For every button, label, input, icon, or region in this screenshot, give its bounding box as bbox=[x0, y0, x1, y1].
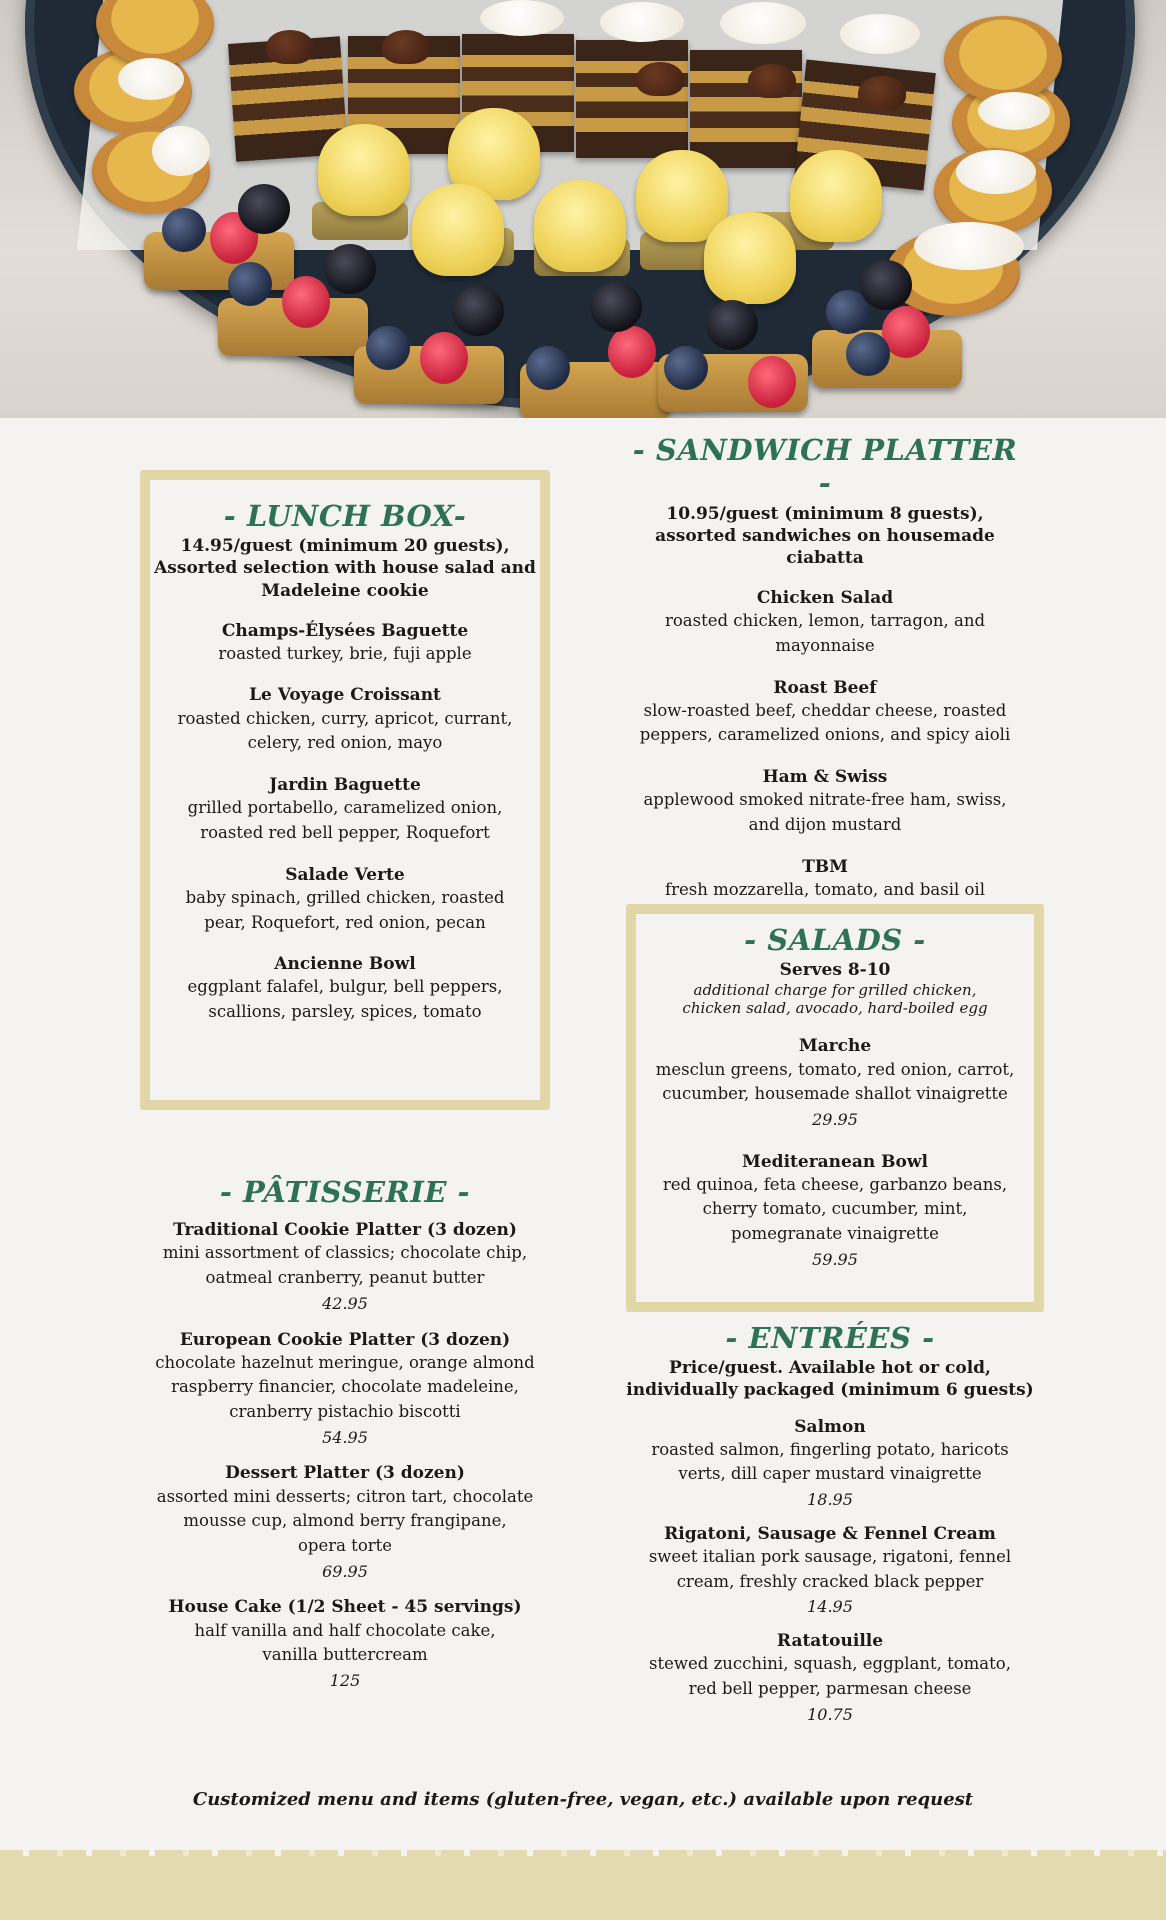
item-name: Marche bbox=[798, 1036, 872, 1057]
menu-item bbox=[625, 1416, 1035, 1513]
blueberry bbox=[526, 346, 570, 390]
item-price: 10.75 bbox=[807, 1704, 853, 1724]
blueberry bbox=[228, 262, 272, 306]
item-description: roasted salmon, fingerling potato, haricots verts, dill caper mustard vinaigrette bbox=[651, 1439, 1009, 1484]
item-description: roasted turkey, brie, fuji apple bbox=[218, 643, 472, 663]
lemon-cream-puff bbox=[704, 212, 796, 304]
menu-item bbox=[625, 766, 1025, 838]
bottom-band bbox=[0, 1856, 1166, 1920]
item-description: eggplant falafel, bulgur, bell peppers, scallions, parsley, spices, tomato bbox=[187, 977, 503, 1022]
item-description: half vanilla and half chocolate cake, vanilla buttercream bbox=[194, 1620, 496, 1665]
item-description: mini assortment of classics; chocolate chip, oatmeal cranberry, peanut butter bbox=[162, 1243, 528, 1288]
blackberry bbox=[860, 260, 912, 310]
custom-menu-note: Customized menu and items (gluten-free, vegan, etc.) available upon request bbox=[192, 1789, 974, 1810]
item-name: Roast Beef bbox=[773, 677, 877, 698]
chocolate-rosette bbox=[636, 62, 684, 96]
menu-item bbox=[625, 587, 1025, 659]
menu-item bbox=[636, 1151, 1034, 1273]
salads-subtitle: Serves 8-10 bbox=[779, 960, 891, 981]
lunch-box-subtitle: 14.95/guest (minimum 20 guests), Assorted selection with house salad and Madeleine cookie bbox=[154, 536, 536, 601]
item-name: Le Voyage Croissant bbox=[249, 685, 441, 706]
item-price: 54.95 bbox=[322, 1427, 368, 1447]
blackberry bbox=[706, 300, 758, 350]
lemon-cream-puff bbox=[534, 180, 626, 272]
sandwich-platter-section bbox=[625, 434, 1025, 903]
lemon-tart bbox=[944, 16, 1062, 102]
item-price: 18.95 bbox=[807, 1490, 853, 1510]
salads-section bbox=[636, 924, 1034, 1273]
item-price: 125 bbox=[329, 1671, 361, 1690]
meringue bbox=[118, 58, 184, 100]
item-description: applewood smoked nitrate-free ham, swiss, and dijon mustard bbox=[643, 790, 1007, 834]
meringue bbox=[914, 222, 1024, 270]
item-name: Ham & Swiss bbox=[762, 767, 888, 788]
item-description: roasted chicken, lemon, tarragon, and mayonnaise bbox=[664, 611, 986, 655]
item-name: Salmon bbox=[794, 1416, 866, 1437]
hero-photo-dessert-platter bbox=[0, 0, 1166, 418]
menu-item bbox=[150, 620, 540, 667]
menu-item bbox=[625, 677, 1025, 749]
chocolate-rosette bbox=[382, 30, 430, 64]
opera-cake-slice bbox=[576, 40, 688, 158]
item-description: roasted chicken, curry, apricot, currant, celery, red onion, mayo bbox=[177, 708, 513, 753]
item-description: fresh mozzarella, tomato, and basil oil bbox=[665, 879, 985, 899]
item-description: grilled portabello, caramelized onion, roasted red bell pepper, Roquefort bbox=[187, 798, 503, 842]
patisserie-title: - PÂTISSERIE - bbox=[219, 1175, 471, 1209]
salads-note: additional charge for grilled chicken, chicken salad, avocado, hard-boiled egg bbox=[682, 981, 988, 1018]
item-name: House Cake (1/2 Sheet - 45 servings) bbox=[168, 1597, 522, 1618]
menu-item bbox=[625, 1630, 1035, 1727]
menu-item bbox=[150, 774, 540, 846]
raspberry bbox=[420, 332, 468, 384]
item-name: Champs-Élysées Baguette bbox=[221, 620, 469, 641]
item-price: 59.95 bbox=[812, 1249, 858, 1269]
item-name: Jardin Baguette bbox=[269, 775, 421, 796]
item-description: red quinoa, feta cheese, garbanzo beans, cherry tomato, cucumber, mint, pomegranate vinaigrette bbox=[662, 1174, 1008, 1244]
meringue bbox=[152, 126, 210, 176]
menu-item bbox=[140, 1596, 550, 1693]
blackberry bbox=[452, 286, 504, 336]
menu-item bbox=[140, 1329, 550, 1451]
entrees-title: - ENTRÉES - bbox=[725, 1321, 935, 1355]
whipped-cream-swirl bbox=[840, 14, 920, 54]
lunch-box-section bbox=[150, 500, 540, 1025]
chocolate-rosette bbox=[858, 76, 906, 110]
raspberry bbox=[282, 276, 330, 328]
menu-item bbox=[150, 684, 540, 756]
item-description: sweet italian pork sausage, rigatoni, fennel cream, freshly cracked black pepper bbox=[648, 1546, 1012, 1591]
patisserie-section bbox=[140, 1176, 550, 1694]
sandwich-platter-title: - SANDWICH PLATTER - bbox=[632, 433, 1018, 501]
item-description: chocolate hazelnut meringue, orange almond raspberry financier, chocolate madeleine, cranberry pistachio biscotti bbox=[155, 1352, 535, 1422]
blackberry bbox=[238, 184, 290, 234]
sandwich-platter-subtitle: 10.95/guest (minimum 8 guests), assorted sandwiches on housemade ciabatta bbox=[655, 503, 995, 568]
whipped-cream-swirl bbox=[480, 0, 564, 36]
entrees-section bbox=[625, 1322, 1035, 1727]
item-name: Mediteranean Bowl bbox=[742, 1151, 928, 1172]
entrees-subtitle: Price/guest. Available hot or cold, individually packaged (minimum 6 guests) bbox=[626, 1358, 1034, 1401]
item-description: mesclun greens, tomato, red onion, carrot, cucumber, housemade shallot vinaigrette bbox=[655, 1059, 1015, 1104]
blueberry bbox=[664, 346, 708, 390]
blueberry bbox=[366, 326, 410, 370]
chocolate-rosette bbox=[748, 64, 796, 98]
lunch-box-title: - LUNCH BOX- bbox=[223, 499, 467, 533]
item-price: 29.95 bbox=[812, 1110, 858, 1130]
blackberry bbox=[590, 282, 642, 332]
menu-item bbox=[150, 864, 540, 936]
menu-item bbox=[636, 1035, 1034, 1132]
item-description: baby spinach, grilled chicken, roasted pear, Roquefort, red onion, pecan bbox=[185, 887, 505, 932]
item-name: Rigatoni, Sausage & Fennel Cream bbox=[664, 1523, 996, 1544]
item-price: 69.95 bbox=[322, 1561, 368, 1581]
item-name: TBM bbox=[802, 856, 848, 877]
item-description: assorted mini desserts; citron tart, chocolate mousse cup, almond berry frangipane, opera torte bbox=[156, 1486, 534, 1556]
lemon-cream-puff bbox=[412, 184, 504, 276]
item-name: Ancienne Bowl bbox=[274, 954, 416, 975]
whipped-cream-swirl bbox=[600, 2, 684, 42]
item-name: Traditional Cookie Platter (3 dozen) bbox=[173, 1220, 517, 1241]
menu-item bbox=[625, 1523, 1035, 1620]
item-name: Chicken Salad bbox=[756, 587, 894, 608]
chocolate-rosette bbox=[266, 30, 314, 64]
meringue bbox=[978, 92, 1050, 130]
whipped-cream-swirl bbox=[720, 2, 806, 44]
item-name: Salade Verte bbox=[285, 864, 405, 885]
item-description: stewed zucchini, squash, eggplant, tomato, red bell pepper, parmesan cheese bbox=[649, 1654, 1011, 1698]
menu-item bbox=[150, 953, 540, 1025]
blackberry bbox=[324, 244, 376, 294]
item-description: slow-roasted beef, cheddar cheese, roasted peppers, caramelized onions, and spicy aioli bbox=[639, 700, 1011, 745]
item-name: European Cookie Platter (3 dozen) bbox=[179, 1329, 511, 1350]
lemon-cream-puff bbox=[790, 150, 882, 242]
blueberry bbox=[162, 208, 206, 252]
item-name: Ratatouille bbox=[776, 1630, 884, 1651]
raspberry bbox=[608, 326, 656, 378]
menu-item bbox=[140, 1219, 550, 1316]
menu-item bbox=[625, 856, 1025, 903]
lemon-cream-puff bbox=[318, 124, 410, 216]
item-price: 42.95 bbox=[322, 1293, 368, 1313]
salads-title: - SALADS - bbox=[744, 923, 926, 957]
blueberry bbox=[846, 332, 890, 376]
item-price: 14.95 bbox=[807, 1597, 853, 1617]
meringue bbox=[956, 150, 1036, 194]
menu-item bbox=[140, 1462, 550, 1584]
item-name: Dessert Platter (3 dozen) bbox=[225, 1463, 465, 1484]
raspberry bbox=[748, 356, 796, 408]
